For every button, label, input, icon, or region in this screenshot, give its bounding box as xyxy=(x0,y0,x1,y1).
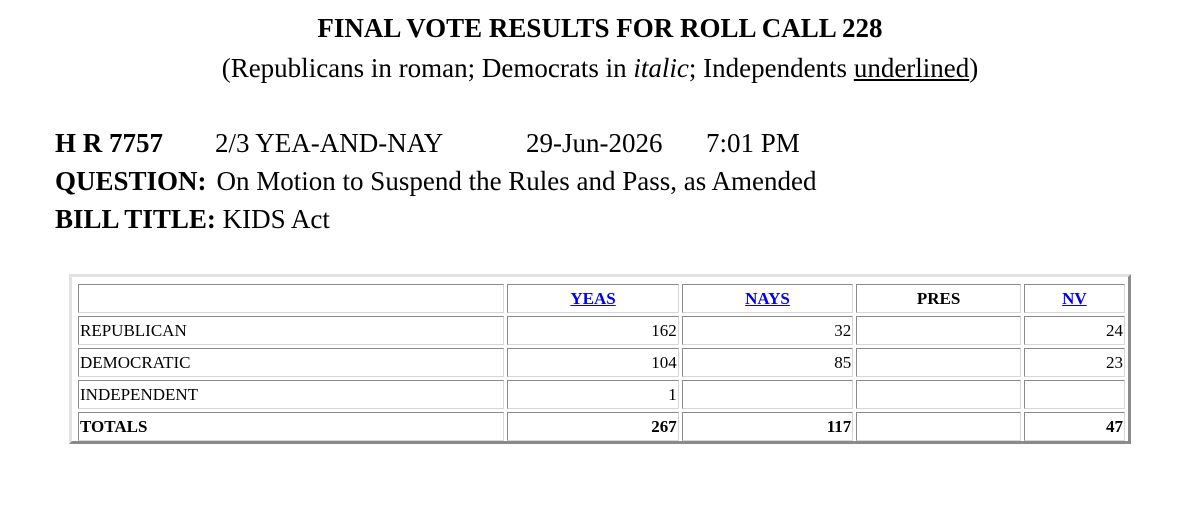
table-row-totals xyxy=(78,412,1125,441)
subtitle-italic: italic xyxy=(633,53,689,83)
page-title: FINAL VOTE RESULTS FOR ROLL CALL 228 xyxy=(317,13,883,43)
bill-title-label: BILL TITLE: xyxy=(55,204,216,234)
nv-total: 47 xyxy=(1024,412,1125,441)
table-header-row xyxy=(78,284,1125,313)
table-row-democratic xyxy=(78,348,1125,377)
bill-title-line xyxy=(55,201,330,237)
nv-link[interactable]: NV xyxy=(1062,288,1087,308)
subtitle-underlined: underlined xyxy=(853,53,970,83)
header-blank-cell xyxy=(78,284,504,313)
question-label: QUESTION: xyxy=(55,166,207,196)
pres-count xyxy=(856,348,1021,377)
header-pres: PRES xyxy=(856,284,1021,313)
nays-total: 117 xyxy=(682,412,854,441)
totals-label: TOTALS xyxy=(78,412,504,441)
subtitle-text-2: ; Independents xyxy=(688,53,854,83)
yeas-count: 1 xyxy=(507,380,679,409)
vote-totals-table-frame xyxy=(69,274,1131,444)
header-yeas xyxy=(507,284,679,313)
nv-count: 24 xyxy=(1024,316,1125,345)
table-row-independent xyxy=(78,380,1125,409)
yeas-total: 267 xyxy=(507,412,679,441)
yeas-count: 162 xyxy=(507,316,679,345)
pres-count xyxy=(856,316,1021,345)
subtitle-text-1: (Republicans in roman; Democrats in xyxy=(221,53,634,83)
vote-info-line xyxy=(55,125,800,161)
pres-total xyxy=(856,412,1021,441)
nv-count xyxy=(1024,380,1125,409)
nays-count: 85 xyxy=(682,348,854,377)
vote-totals-table xyxy=(75,281,1128,444)
vote-date: 29-Jun-2026 xyxy=(526,128,663,158)
vote-time: 7:01 PM xyxy=(706,128,800,158)
party-label: INDEPENDENT xyxy=(78,380,504,409)
yeas-link[interactable]: YEAS xyxy=(570,288,616,308)
measure-number: H R 7757 xyxy=(55,128,163,158)
bill-title-text: KIDS Act xyxy=(222,204,330,234)
header-nays xyxy=(682,284,854,313)
header-nv xyxy=(1024,284,1125,313)
nv-count: 23 xyxy=(1024,348,1125,377)
page-subtitle xyxy=(0,50,1200,86)
nays-count xyxy=(682,380,854,409)
party-label: REPUBLICAN xyxy=(78,316,504,345)
yeas-count: 104 xyxy=(507,348,679,377)
vote-type: 2/3 YEA-AND-NAY xyxy=(215,128,444,158)
nays-count: 32 xyxy=(682,316,854,345)
table-row-republican xyxy=(78,316,1125,345)
pres-count xyxy=(856,380,1021,409)
question-line xyxy=(55,163,817,199)
subtitle-text-3: ) xyxy=(969,53,979,83)
nays-link[interactable]: NAYS xyxy=(745,288,790,308)
question-text: On Motion to Suspend the Rules and Pass, as Amended xyxy=(216,166,817,196)
party-label: DEMOCRATIC xyxy=(78,348,504,377)
